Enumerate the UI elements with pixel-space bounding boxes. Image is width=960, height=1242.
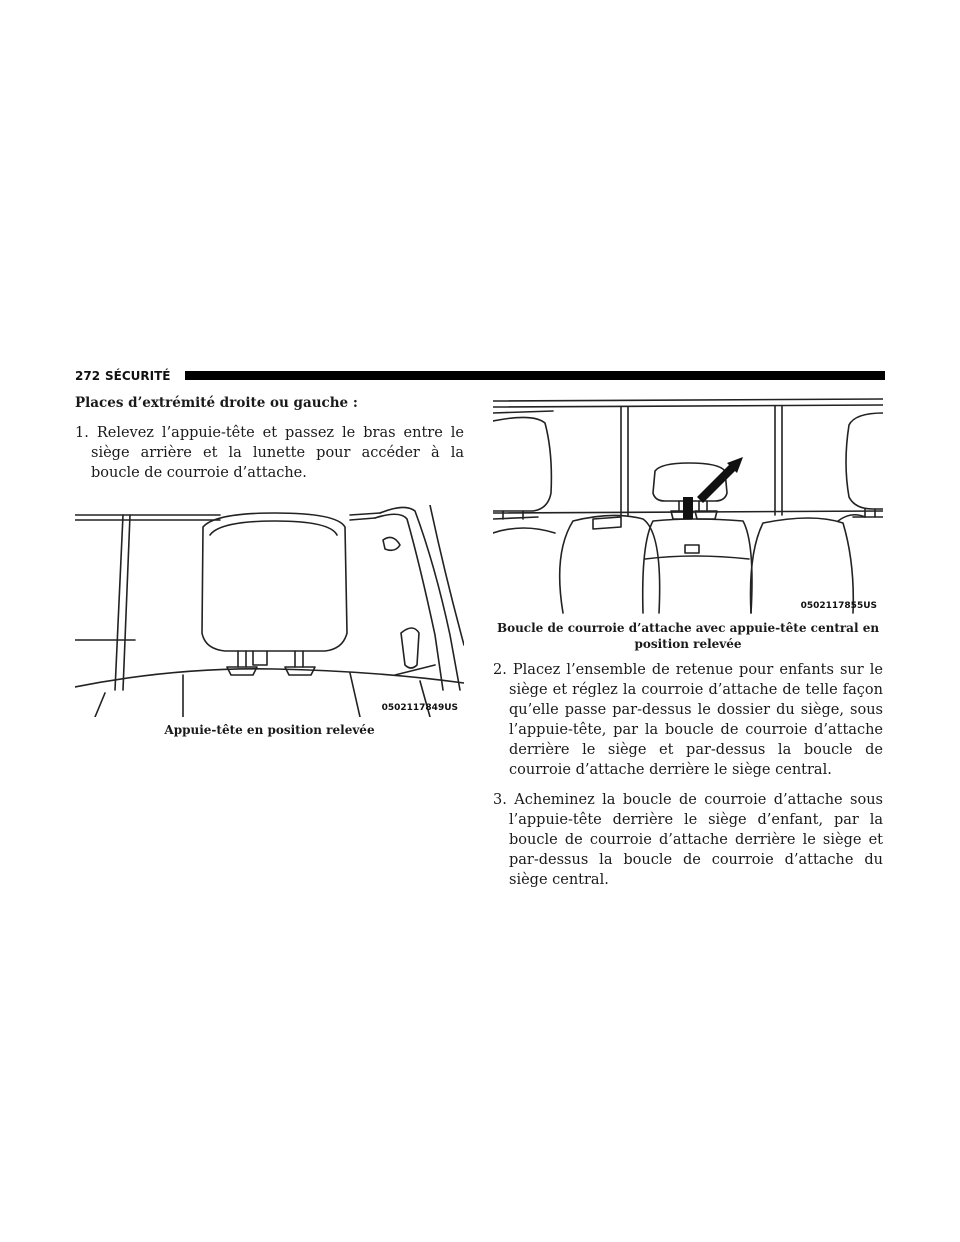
- header-rule: [185, 371, 885, 380]
- figure-code: 0502117855US: [800, 601, 877, 611]
- page-number: 272: [75, 369, 101, 383]
- tether-figure: [493, 393, 883, 615]
- headrest-figure: [75, 505, 464, 717]
- step-2: 2. Placez l’ensemble de retenue pour enfants sur le siège et réglez la courroie d’attache de telle façon qu’elle passe par-dessus le dossier du siège, sous l’appuie-tête, par la boucle de courroie d’attache derrière le siège et par-dessus la boucle de courroie d’attache derrière le siège central.: [493, 662, 883, 778]
- figure-caption: Boucle de courroie d’attache avec appuie-tête central en position relevée: [496, 621, 880, 651]
- figure-caption: Appuie-tête en position relevée: [164, 723, 375, 737]
- page-header: [75, 368, 885, 384]
- step-3: 3. Acheminez la boucle de courroie d’attache sous l’appuie-tête derrière le siège d’enfant, par la boucle de courroie d’attache derrière le siège et par-dessus la boucle de courroie d’attache du siège central.: [493, 792, 883, 888]
- left-column: [75, 393, 464, 738]
- right-steps: [493, 660, 883, 890]
- step-1: 1. Relevez l’appuie-tête et passez le bras entre le siège arrière et la lunette pour accéder à la boucle de courroie d’attache.: [75, 425, 464, 481]
- figure-code: 0502117849US: [381, 703, 458, 713]
- headrest-illustration: [75, 505, 464, 717]
- subheading: Places d’extrémité droite ou gauche :: [75, 395, 358, 411]
- right-column: [493, 393, 883, 900]
- tether-illustration: [493, 393, 883, 615]
- section-title: SÉCURITÉ: [105, 369, 171, 383]
